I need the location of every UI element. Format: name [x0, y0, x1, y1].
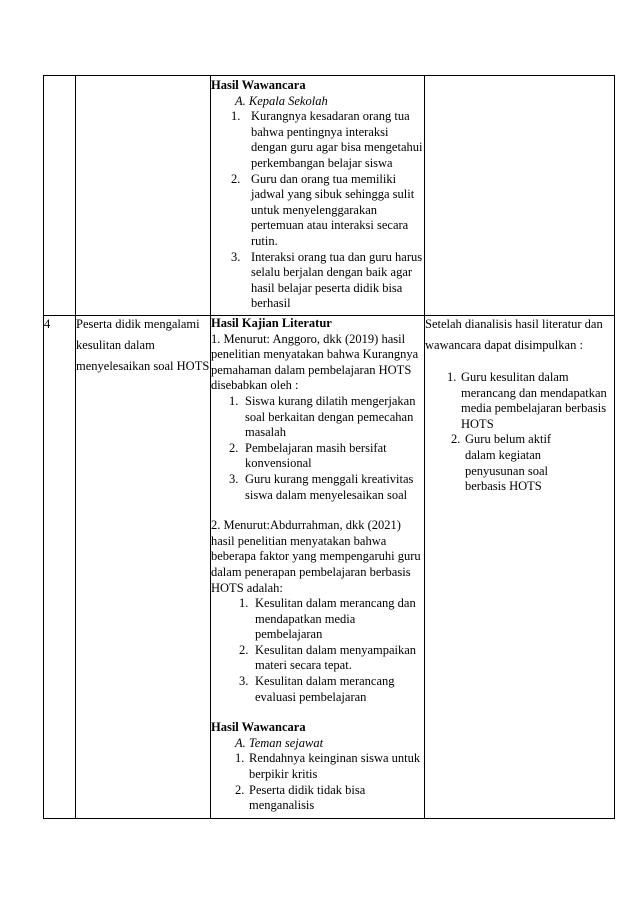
analysis-table: [43, 75, 615, 819]
cell-problem-empty: [76, 76, 211, 316]
list-item: 1. Rendahnya keinginan siswa untuk berpikir kritis: [235, 751, 421, 782]
list-item: 2. Kesulitan dalam menyampaikan materi secara tepat.: [239, 642, 417, 673]
list-item: 3. Interaksi orang tua dan guru harus selalu berjalan dengan baik agar hasil belajar peserta didik bisa berhasil: [231, 249, 423, 311]
interview-subheading: A. Kepala Sekolah: [235, 93, 328, 108]
interview-heading: Hasil Wawancara: [211, 78, 306, 92]
interview-subheading-2: A. Teman sejawat: [235, 735, 324, 750]
list-item: 1. Guru kesulitan dalam merancang dan mendapatkan media pembelajaran berbasis HOTS: [447, 370, 607, 431]
list-item: 1. Kesulitan dalam merancang dan mendapatkan media pembelajaran: [239, 596, 416, 642]
list-item: 2. Guru dan orang tua memiliki jadwal yang sibuk sehingga sulit untuk menyelenggarakan pertemuan atau interaksi secara rutin.: [231, 171, 415, 248]
table-row: [44, 316, 615, 819]
cell-conclusion: [425, 316, 615, 819]
list-item: 1. Kurangnya kesadaran orang tua bahwa pentingnya interaksi dengan guru agar bisa mengetahui perkembangan belajar siswa: [231, 109, 423, 170]
list-item: 2. Peserta didik tidak bisa menganalisis: [235, 782, 366, 813]
table-row: [44, 76, 615, 316]
list-item: 1. Siswa kurang dilatih mengerjakan soal berkaitan dengan pemecahan masalah: [229, 393, 416, 440]
cell-no-empty: [44, 76, 76, 316]
reference-2: 2. Menurut:Abdurrahman, dkk (2021) hasil penelitian menyatakan bahwa beberapa faktor yang mempengaruhi guru dalam penerapan pembelajaran berbasis HOTS adalah:: [211, 518, 421, 595]
cell-interview-headmaster: [211, 76, 425, 316]
list-item: 2. Guru belum aktif dalam kegiatan penyusunan soal berbasis HOTS: [451, 432, 552, 494]
cell-problem: Peserta didik mengalami kesulitan dalam menyelesaikan soal HOTS: [76, 316, 211, 819]
cell-row-number: 4: [44, 316, 76, 819]
cell-literature-review: [211, 316, 425, 819]
list-item: 3. Kesulitan dalam merancang evaluasi pembelajaran: [239, 674, 395, 704]
literature-heading: Hasil Kajian Literatur: [211, 316, 332, 330]
conclusion-intro: Setelah dianalisis hasil literatur dan wawancara dapat disimpulkan :: [425, 317, 603, 352]
list-item: 2. Pembelajaran masih bersifat konvensional: [229, 440, 387, 471]
cell-conclusion-empty: [425, 76, 615, 316]
interview-heading-2: Hasil Wawancara: [211, 720, 306, 735]
reference-1: 1. Menurut: Anggoro, dkk (2019) hasil penelitian menyatakan bahwa Kurangnya pemahaman dalam pembelajaran HOTS disebabkan oleh :: [211, 331, 419, 393]
list-item: 3. Guru kurang menggali kreativitas siswa dalam menyelesaikan soal: [229, 471, 414, 502]
